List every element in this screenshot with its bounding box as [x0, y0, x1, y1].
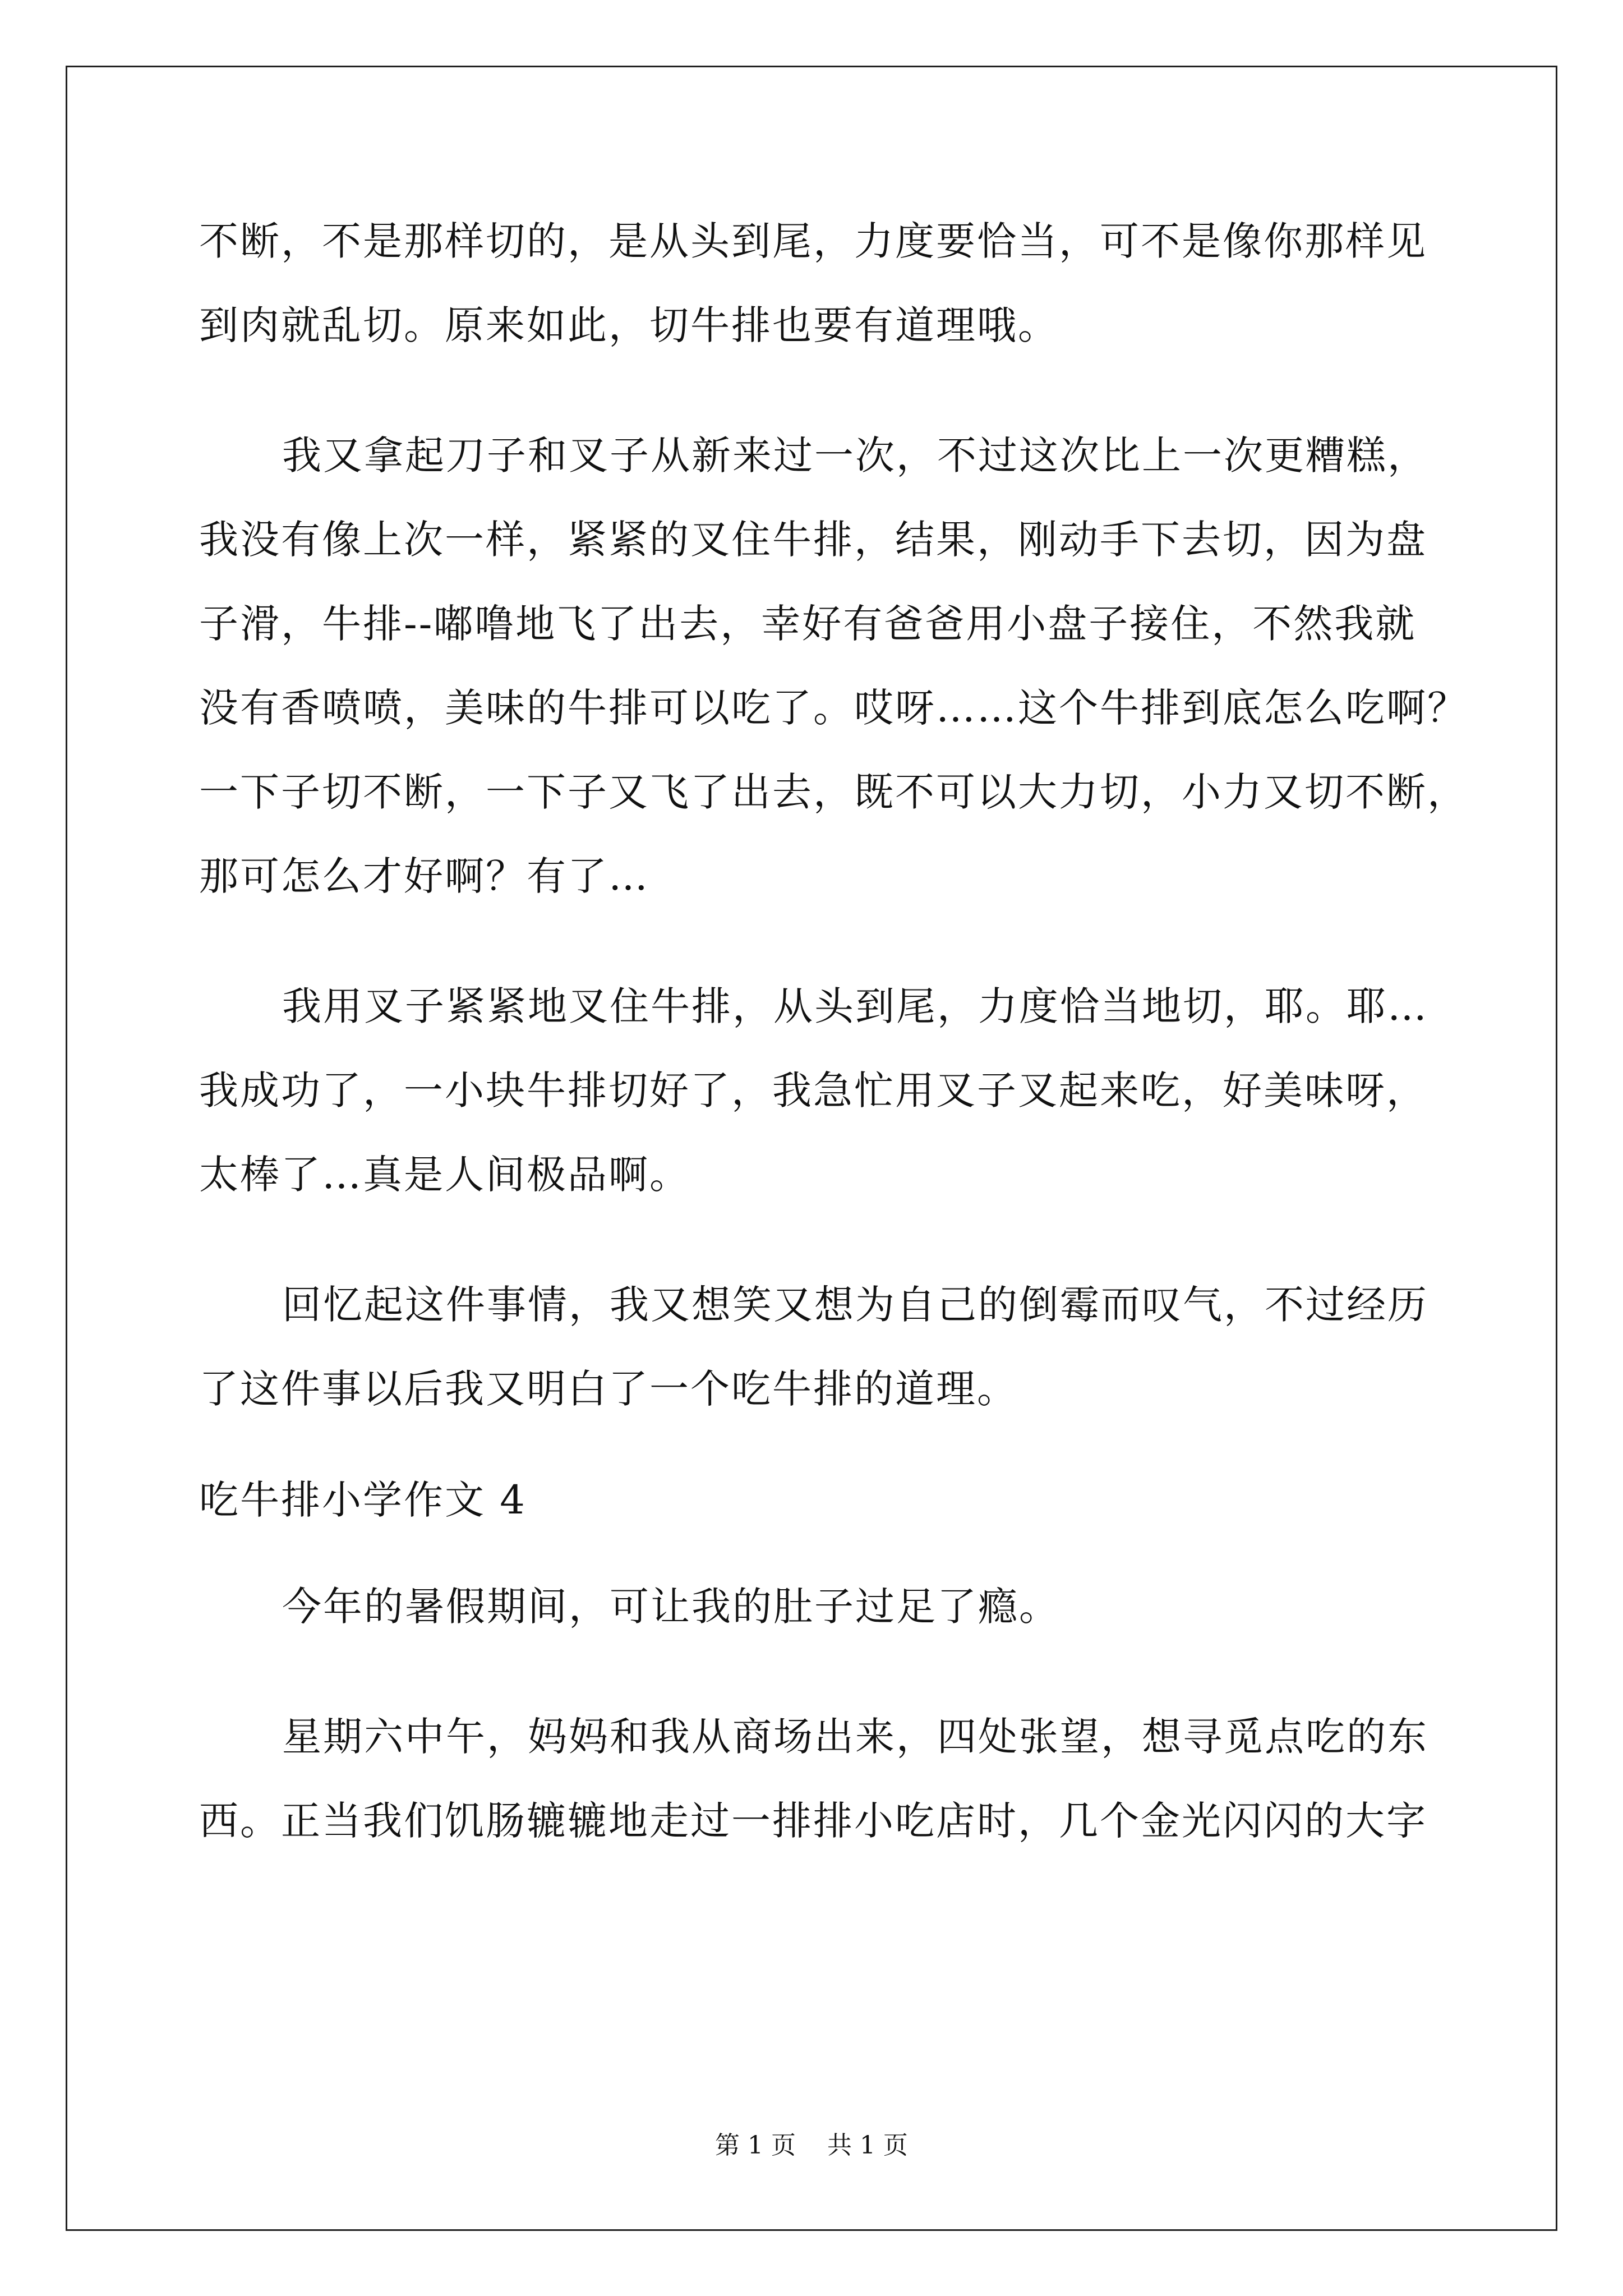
paragraph-start-line: 今年的暑假期间，可让我的肚子过足了瘾。 [282, 1584, 1060, 1630]
text-line: 不断，不是那样切的，是从头到尾，力度要恰当，可不是像你那样见 [199, 218, 1427, 264]
paragraph-start-line: 我用叉子紧紧地叉住牛排，从头到尾，力度恰当地切，耶。耶… [282, 983, 1428, 1029]
text-line: 太棒了…真是人间极品啊。 [199, 1152, 690, 1198]
text-line: 西。正当我们饥肠辘辘地走过一排排小吃店时，几个金光闪闪的大字 [199, 1798, 1427, 1844]
text-line: 到肉就乱切。原来如此，切牛排也要有道理哦。 [199, 302, 1059, 348]
text-line: 那可怎么才好啊？有了… [199, 853, 649, 899]
text-line: 我没有像上次一样，紧紧的叉住牛排，结果，刚动手下去切，因为盘 [199, 517, 1427, 563]
text-line: 一下子切不断，一下子又飞了出去，既不可以大力切，小力又切不断， [199, 769, 1468, 815]
page-footer: 第 1 页 共 1 页 [715, 2131, 908, 2160]
text-line: 我成功了，一小块牛排切好了，我急忙用叉子叉起来吃，好美味呀， [199, 1068, 1427, 1114]
paragraph-start-line: 回忆起这件事情，我又想笑又想为自己的倒霉而叹气，不过经历 [282, 1282, 1428, 1328]
paragraph-start-line: 星期六中午，妈妈和我从商场出来，四处张望，想寻觅点吃的东 [282, 1714, 1428, 1760]
text-line: 了这件事以后我又明白了一个吃牛排的道理。 [199, 1366, 1018, 1412]
text-line: 子滑，牛排--嘟噜地飞了出去，幸好有爸爸用小盘子接住，不然我就 [199, 601, 1417, 647]
text-line: 没有香喷喷，美味的牛排可以吃了。哎呀……这个牛排到底怎么吃啊？ [199, 685, 1468, 731]
paragraph-start-line: 我又拿起刀子和叉子从新来过一次，不过这次比上一次更糟糕， [282, 432, 1428, 478]
section-heading: 吃牛排小学作文 4 [199, 1477, 527, 1523]
